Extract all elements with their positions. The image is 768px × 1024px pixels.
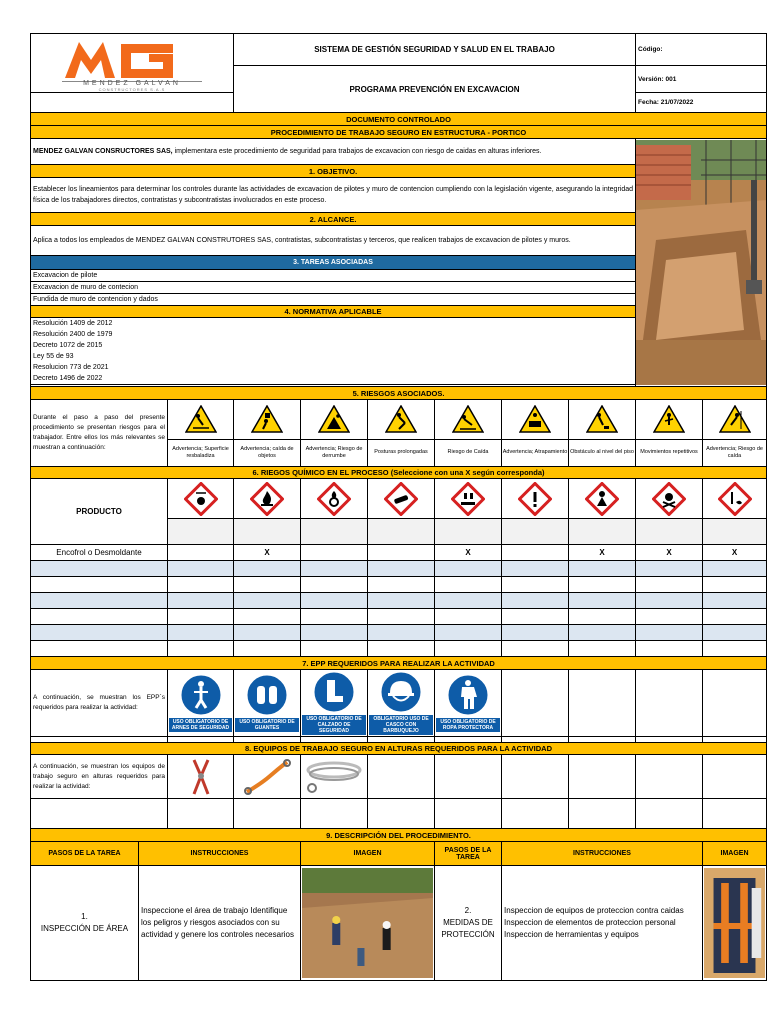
logo-company-suffix: CONSTRUCTORES S.A.S bbox=[98, 87, 166, 92]
risk-item bbox=[703, 400, 767, 467]
intro-text bbox=[31, 139, 636, 165]
objective-title: 1. OBJETIVO. bbox=[31, 165, 636, 178]
step-name: MEDIDAS DE PROTECCIÓN bbox=[441, 918, 495, 939]
product-header: PRODUCTO bbox=[31, 479, 168, 545]
flammable-icon bbox=[234, 479, 301, 519]
excavation-photo bbox=[636, 139, 767, 387]
main-form-table bbox=[30, 33, 767, 981]
equipment-item bbox=[301, 755, 368, 799]
hazard-mark-cell[interactable] bbox=[301, 545, 368, 561]
ppe-title: 7. EPP REQUERIDOS PARA REALIZAR LA ACTIVIDAD bbox=[31, 657, 767, 670]
step-1 bbox=[31, 866, 139, 981]
col-step-1: PASOS DE LA TAREA bbox=[31, 842, 139, 866]
controlled-banner: DOCUMENTO CONTROLADO bbox=[31, 113, 767, 126]
step-2 bbox=[435, 866, 502, 981]
logo-company-name: MENDEZ GALVAN bbox=[83, 80, 181, 87]
environment-icon bbox=[703, 479, 767, 519]
step-name: INSPECCIÓN DE ÁREA bbox=[40, 924, 129, 933]
hazard-mark-cell[interactable] bbox=[368, 545, 435, 561]
risk-item bbox=[569, 400, 636, 467]
risk-label: Advertencia; Atrapamiento bbox=[502, 439, 569, 465]
version-label: Versión: 001 bbox=[636, 66, 767, 93]
scope-text: Aplica a todos los empleados de MENDEZ GALVAN CONSTRUTORES SAS, contratistas, subcontratistas y terceros, que realicen trabajos de excavacion de pilotes y muros. bbox=[31, 226, 636, 256]
lanyard-icon bbox=[242, 758, 292, 796]
system-title: SISTEMA DE GESTIÓN SEGURIDAD Y SALUD EN EL TRABAJO bbox=[234, 34, 636, 66]
risk-label: Riesgo de Caída bbox=[435, 439, 502, 465]
norm-item: Decreto 1072 de 2015 bbox=[33, 342, 103, 349]
product-name: Encofrol o Desmoldante bbox=[31, 545, 168, 561]
norm-item: Ley 55 de 93 bbox=[33, 353, 74, 360]
fall-height-icon bbox=[704, 401, 765, 439]
risk-item bbox=[435, 400, 502, 467]
falling-objects-icon bbox=[235, 401, 299, 439]
norms-title: 4. NORMATIVA APLICABLE bbox=[31, 306, 636, 318]
risk-item bbox=[301, 400, 368, 467]
toxic-icon bbox=[636, 479, 703, 519]
norms-list bbox=[31, 318, 636, 385]
ppe-item bbox=[368, 670, 435, 737]
chemicals-title: 6. RIEGOS QUÍMICO EN EL PROCESO (Seleccione con una X según corresponda) bbox=[31, 467, 767, 479]
harness-equipment-icon bbox=[186, 758, 216, 796]
gloves-icon bbox=[235, 674, 299, 716]
helmet-icon bbox=[369, 671, 433, 713]
objective-text: Establecer los lineamientos para determinar los controles durante las actividades de excavacion de pilotes y muro de contencion cumpliendo con la legislación vigente, asegurando la integridad física de los trabajadores directos, contratistas y subcontratistas involucrados en este proceso. bbox=[31, 178, 636, 213]
gas-cylinder-icon bbox=[368, 479, 435, 519]
risk-item bbox=[234, 400, 301, 467]
fall-icon bbox=[436, 401, 500, 439]
exclamation-icon bbox=[502, 479, 569, 519]
explosive-icon bbox=[168, 479, 234, 519]
slippery-surface-icon bbox=[169, 401, 232, 439]
risk-item bbox=[502, 400, 569, 467]
step-2-image bbox=[703, 866, 767, 981]
program-title: PROGRAMA PREVENCIÓN EN EXCAVACION bbox=[234, 66, 636, 113]
ppe-label: USO OBLIGATORIO DE ROPA PROTECTORA bbox=[436, 718, 500, 732]
tasks-title: 3. TAREAS ASOCIADAS bbox=[31, 256, 636, 270]
hazard-mark-cell[interactable] bbox=[168, 545, 234, 561]
entrapment-icon bbox=[503, 401, 567, 439]
hazard-mark-cell[interactable]: X bbox=[636, 545, 703, 561]
ppe-item bbox=[435, 670, 502, 737]
boots-icon bbox=[302, 671, 366, 713]
ppe-label: USO OBLIGATORIO DE GUANTES bbox=[235, 718, 299, 732]
norm-item: Decreto 1496 de 2022 bbox=[33, 375, 103, 382]
repetitive-icon bbox=[637, 401, 701, 439]
trip-icon bbox=[570, 401, 634, 439]
norm-item: Resolucion 773 de 2021 bbox=[33, 364, 109, 371]
intro-company: MENDEZ GALVAN CONSRUCTORES SAS, bbox=[33, 148, 173, 155]
risk-label: Advertencia; caída de objetos bbox=[234, 439, 301, 465]
ppe-label: USO OBLIGATORIO DE CALZADO DE SEGURIDAD bbox=[302, 715, 366, 735]
hazard-mark-cell[interactable]: X bbox=[234, 545, 301, 561]
step-2-instructions: Inspeccion de equipos de proteccion contra caidas Inspeccion de elementos de proteccion personal Inspeccion de herramientas y equipos bbox=[502, 866, 703, 981]
task-item: Excavacion de muro de contecion bbox=[31, 282, 636, 294]
equipment-item bbox=[168, 755, 234, 799]
risk-label: Posturas prolongadas bbox=[368, 439, 435, 465]
task-item: Excavacion de pilote bbox=[31, 270, 636, 282]
posture-icon bbox=[369, 401, 433, 439]
risk-item bbox=[368, 400, 435, 467]
step-1-instructions: Inspeccione el área de trabajo Identifique los peligros y riesgos asociados con su actividad y genere los controles necesarios bbox=[139, 866, 301, 981]
step-1-image bbox=[301, 866, 435, 981]
col-image-2: IMAGEN bbox=[703, 842, 767, 866]
risk-label: Advertencia; Superficie resbaladiza bbox=[168, 439, 234, 465]
equipment-intro: A continuación, se muestran los equipos de trabajo seguro en alturas requeridos para realizar la actividad: bbox=[31, 755, 168, 799]
col-step-2: PASOS DE LA TAREA bbox=[435, 842, 502, 866]
equipment-item bbox=[234, 755, 301, 799]
collapse-icon bbox=[302, 401, 366, 439]
col-instr-1: INSTRUCCIONES bbox=[139, 842, 301, 866]
hazard-mark-cell[interactable]: X bbox=[435, 545, 502, 561]
col-image-1: IMAGEN bbox=[301, 842, 435, 866]
health-hazard-icon bbox=[569, 479, 636, 519]
date-label: Fecha: 21/07/2022 bbox=[636, 93, 767, 113]
norm-item: Resolución 1409 de 2012 bbox=[33, 320, 113, 327]
risks-title: 5. RIESGOS ASOCIADOS. bbox=[31, 387, 767, 400]
task-item: Fundida de muro de contencion y dados bbox=[31, 294, 636, 306]
coverall-icon bbox=[436, 674, 500, 716]
ppe-item bbox=[301, 670, 368, 737]
ppe-item bbox=[234, 670, 301, 737]
risk-label: Advertencia; Riesgo de derrumbe bbox=[301, 439, 368, 465]
risk-label: Obstáculo al nivel del piso bbox=[569, 439, 636, 465]
risk-item bbox=[168, 400, 234, 467]
risks-intro: Durante el paso a paso del presente procedimiento se presentan riesgos para el trabajador. Entre ellos los más relevantes se muestran a continuación: bbox=[31, 400, 168, 467]
document bbox=[30, 33, 766, 981]
intro-body: implementara este procedimiento de seguridad para trabajos de excavacion con riesgo de caidas en alturas inferiores. bbox=[172, 148, 542, 155]
risk-label: Movimientos repetitivos bbox=[636, 439, 703, 465]
ppe-label: USO OBLIGATORIO DE ARNES DE SEGURIDAD bbox=[169, 718, 232, 732]
step-number: 1. bbox=[81, 912, 88, 921]
equipment-title: 8. EQUIPOS DE TRABAJO SEGURO EN ALTURAS REQUERIDOS PARA LA ACTIVIDAD bbox=[31, 743, 767, 755]
ppe-item bbox=[168, 670, 234, 737]
lifeline-rope-icon bbox=[304, 758, 364, 796]
procedure-title: PROCEDIMIENTO DE TRABAJO SEGURO EN ESTRUCTURA - PORTICO bbox=[31, 126, 767, 139]
code-label: Código: bbox=[636, 34, 767, 66]
harness-icon bbox=[169, 674, 232, 716]
hazard-mark-cell[interactable]: X bbox=[703, 545, 767, 561]
hazard-mark-cell[interactable]: X bbox=[569, 545, 636, 561]
oxidizer-icon bbox=[301, 479, 368, 519]
risk-item bbox=[636, 400, 703, 467]
hazard-mark-cell[interactable] bbox=[502, 545, 569, 561]
step-number: 2. bbox=[464, 906, 472, 915]
ppe-intro: A continuación, se muestran los EPP´s requeridos para realizar la actividad: bbox=[31, 670, 168, 737]
norm-item: Resolución 2400 de 1979 bbox=[33, 331, 113, 338]
scope-title: 2. ALCANCE. bbox=[31, 213, 636, 226]
ppe-label: OBLIGATORIO USO DE CASCO CON BARBUQUEJO bbox=[369, 715, 433, 735]
risk-label: Advertencia; Riesgo de caída bbox=[703, 439, 767, 465]
corrosive-icon bbox=[435, 479, 502, 519]
col-instr-2: INSTRUCCIONES bbox=[502, 842, 703, 866]
company-logo bbox=[31, 34, 234, 93]
procedure-section-title: 9. DESCRIPCIÓN DEL PROCEDIMIENTO. bbox=[31, 829, 767, 842]
